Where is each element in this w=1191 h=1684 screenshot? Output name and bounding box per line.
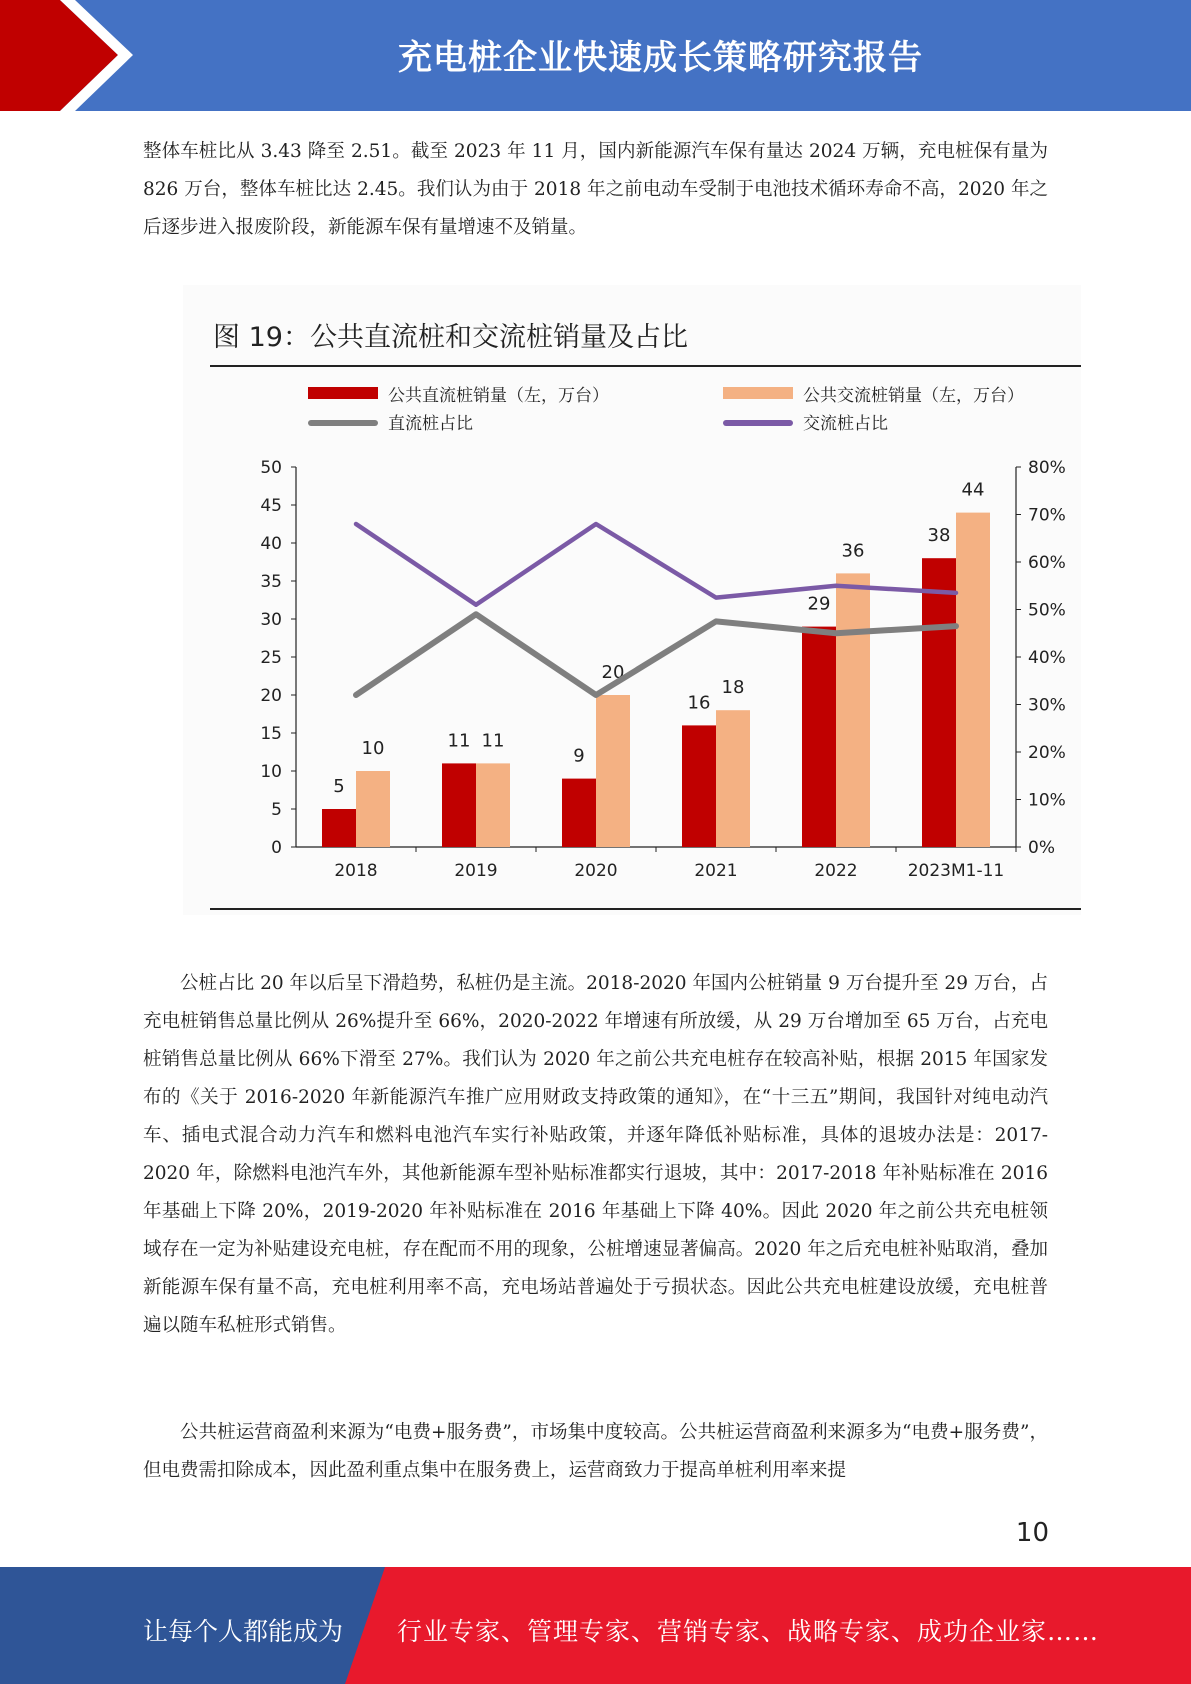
y-left-tick-label: 40 (260, 534, 282, 554)
legend-label-ac-share: 交流桩占比 (803, 414, 888, 434)
y-left-tick-label: 25 (260, 648, 282, 668)
header-arrow-decoration (0, 0, 150, 111)
bar-dc-sales (682, 725, 716, 847)
x-category-label: 2020 (574, 861, 618, 881)
legend-label-ac-sales: 公共交流桩销量（左，万台） (803, 386, 1024, 406)
y-right-tick-label: 0% (1028, 838, 1055, 858)
bar-dc-value-label: 5 (333, 776, 345, 797)
footer-slogan-left: 让每个人都能成为 (143, 1617, 344, 1646)
y-right-tick-label: 10% (1028, 790, 1066, 811)
x-category-label: 2022 (814, 861, 858, 881)
y-left-tick-label: 0 (271, 838, 282, 858)
bar-dc-value-label: 11 (447, 730, 471, 752)
bar-ac-value-label: 36 (841, 540, 865, 562)
bar-dc-sales (322, 809, 356, 847)
y-right-tick-label: 80% (1028, 458, 1066, 478)
page-header (0, 0, 1191, 111)
bar-ac-sales (596, 695, 630, 847)
y-left-tick-label: 50 (260, 458, 282, 478)
y-right-tick-label: 20% (1028, 743, 1066, 763)
bar-ac-sales (836, 573, 870, 847)
bar-ac-value-label: 18 (721, 677, 745, 699)
report-title: 充电桩企业快速成长策略研究报告 (398, 38, 923, 78)
page-number: 10 (1015, 1518, 1049, 1548)
legend-label-dc-share: 直流桩占比 (388, 414, 473, 434)
bar-dc-sales (442, 763, 476, 847)
y-left-tick-label: 20 (260, 686, 282, 706)
bar-dc-value-label: 16 (687, 692, 711, 714)
bar-ac-value-label: 11 (481, 730, 505, 752)
bar-dc-value-label: 9 (573, 745, 585, 767)
bar-ac-sales (956, 513, 990, 847)
x-category-label: 2018 (334, 861, 378, 881)
bar-dc-value-label: 29 (807, 593, 831, 615)
bar-ac-value-label: 44 (961, 479, 985, 501)
paragraph-intro: 整体车桩比从 3.43 降至 2.51。截至 2023 年 11 月，国内新能源汽车保有量达 2024 万辆，充电桩保有量为 826 万台，整体车桩比达 2.45。我们认为由于 2018 年之前电动车受制于电池技术循环寿命不高，2020 年之后逐步进入报废阶段，新能源车保有量增速不及销量。 (143, 141, 1048, 238)
y-left-tick-label: 45 (260, 496, 282, 516)
figure-bottom-rule (210, 908, 1081, 910)
bar-dc-value-label: 38 (927, 525, 951, 547)
x-category-label: 2023M1-11 (907, 861, 1005, 881)
x-category-label: 2019 (454, 861, 498, 881)
y-left-tick-label: 30 (260, 610, 282, 630)
y-right-tick-label: 50% (1028, 600, 1066, 621)
chart-figure (183, 285, 1081, 915)
y-left-tick-label: 35 (260, 572, 282, 592)
chart-plot (183, 285, 1081, 915)
y-right-tick-label: 40% (1028, 648, 1066, 668)
y-right-tick-label: 70% (1028, 505, 1066, 526)
bar-ac-sales (476, 763, 510, 847)
y-left-tick-label: 10 (260, 762, 282, 782)
figure-title: 图 19：公共直流桩和交流桩销量及占比 (213, 322, 688, 353)
bar-dc-sales (922, 558, 956, 847)
paragraph-public-pile-share: 公桩占比 20 年以后呈下滑趋势，私桩仍是主流。2018-2020 年国内公桩销量 9 万台提升至 29 万台，占充电桩销售总量比例从 26%提升至 66%，2020-2022 年增速有所放缓，从 29 万台增加至 65 万台，占充电桩销售总量比例从 66%下滑至 27%。我们认为 2020 年之前公共充电桩存在较高补贴，根据 2015 年国家发布的《关于 2016-2020 年新能源汽车推广应用财政支持政策的通知》，在“十三五”期间，我国针对纯电动汽车、插电式混合动力汽车和燃料电池汽车实行补贴政策，并逐年降低补贴标准，具体的退坡办法是：2017-2020 年，除燃料电池汽车外，其他新能源车型补贴标准都实行退坡，其中：2017-2018 年补贴标准在 2016 年基础上下降 20%，2019-2020 年补贴标准在 2016 年基础上下降 40%。因此 2020 年之前公共充电桩领域存在一定为补贴建设充电桩，存在配而不用的现象，公桩增速显著偏高。2020 年之后充电桩补贴取消，叠加新能源车保有量不高，充电桩利用率不高，充电场站普遍处于亏损状态。因此公共充电桩建设放缓，充电桩普遍以随车私桩形式销售。 (143, 973, 1048, 1336)
x-category-label: 2021 (694, 861, 738, 881)
paragraph-operator-profit: 公共桩运营商盈利来源为“电费+服务费”，市场集中度较高。公共桩运营商盈利来源多为“电费+服务费”，但电费需扣除成本，因此盈利重点集中在服务费上，运营商致力于提高单桩利用率来提 (143, 1422, 1048, 1481)
bar-ac-value-label: 10 (361, 738, 385, 759)
bar-ac-sales (356, 771, 390, 847)
footer-slogan-right: 行业专家、管理专家、营销专家、战略专家、成功企业家…… (397, 1617, 1100, 1646)
y-right-tick-label: 30% (1028, 695, 1066, 716)
y-right-tick-label: 60% (1028, 553, 1066, 573)
y-left-tick-label: 15 (260, 724, 282, 744)
bar-ac-value-label: 20 (601, 662, 625, 683)
y-left-tick-label: 5 (271, 800, 282, 820)
bar-dc-sales (562, 779, 596, 847)
legend-label-dc-sales: 公共直流桩销量（左，万台） (388, 386, 609, 406)
bar-dc-sales (802, 627, 836, 847)
bar-ac-sales (716, 710, 750, 847)
